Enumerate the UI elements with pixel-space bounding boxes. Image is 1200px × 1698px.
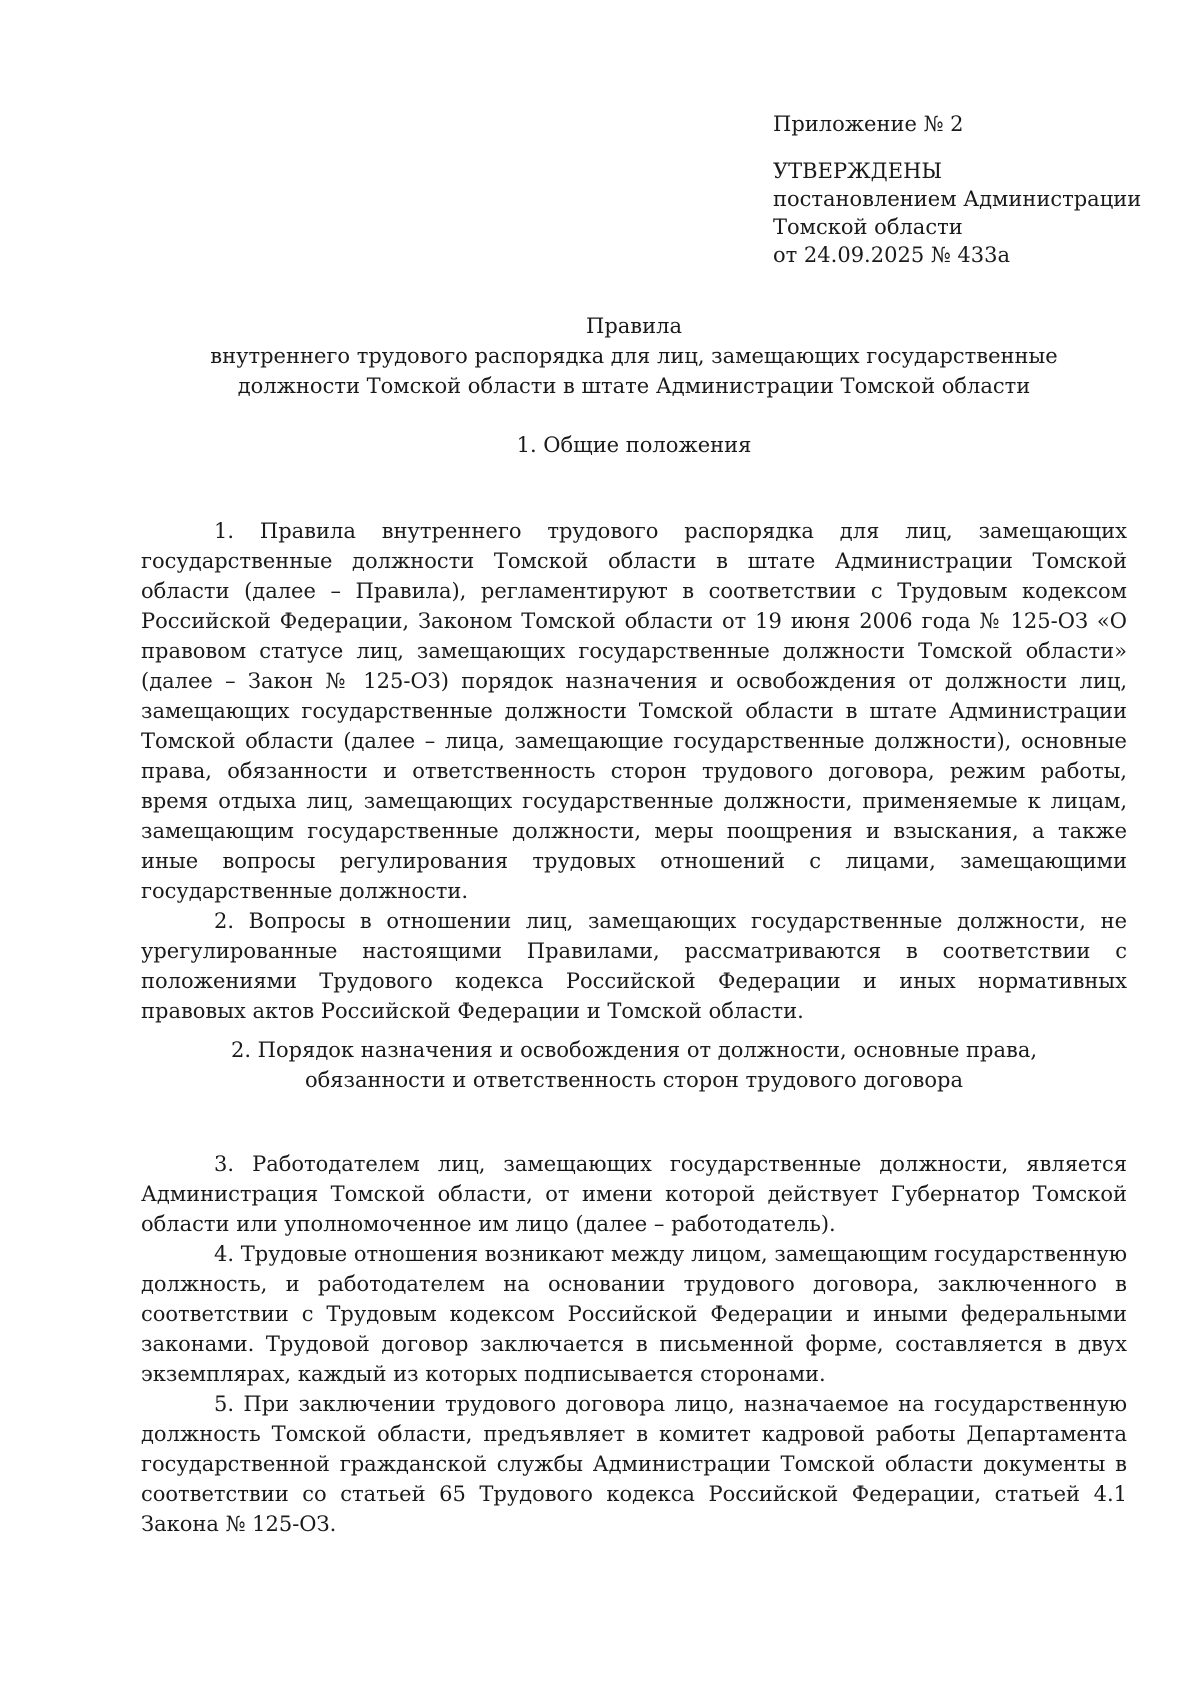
section-2-heading-line-2: обязанности и ответственность сторон трудового договора [305, 1068, 963, 1092]
section-2-heading [140, 1035, 1128, 1095]
title-line-3: должности Томской области в штате Администрации Томской области [237, 374, 1031, 398]
paragraph-1: 1. Правила внутреннего трудового распорядка для лиц, замещающих государственные должности Томской области в штате Администрации Томской области (далее – Правила), регламентируют в соответствии с Трудовым кодексом Российской Федерации, Законом Томской области от 19 июня 2006 года № 125-ОЗ «О правовом статусе лиц, замещающих государственные должности Томской области» (далее – Закон № 125-ОЗ) порядок назначения и освобождения от должности лиц, замещающих государственные должности Томской области в штате Администрации Томской области (далее – лица, замещающие государственные должности), основные права, обязанности и ответственность сторон трудового договора, режим работы, время отдыха лиц, замещающих государственные должности, применяемые к лицам, замещающим государственные должности, меры поощрения и взыскания, а также иные вопросы регулирования трудовых отношений с лицами, замещающими государственные должности. [141, 519, 1127, 903]
section-1-heading: 1. Общие положения [516, 433, 752, 457]
approved-by-line-2: Томской области [773, 215, 963, 239]
approval-date-number: от 24.09.2025 № 433а [773, 243, 1010, 267]
paragraph-3: 3. Работодателем лиц, замещающих государственные должности, является Администрация Томской области, от имени которой действует Губернатор Томской области или уполномоченное им лицо (далее – работодатель). [141, 1152, 1127, 1236]
title-line-1: Правила [586, 314, 682, 338]
approval-block [773, 110, 1173, 269]
approved-by-line-1: постановлением Администрации [773, 187, 1142, 211]
paragraph-2: 2. Вопросы в отношении лиц, замещающих государственные должности, не урегулированные настоящими Правилами, рассматриваются в соответствии с положениями Трудового кодекса Российской Федерации и иных нормативных правовых актов Российской Федерации и Томской области. [141, 909, 1127, 1023]
document-title [140, 311, 1128, 401]
section-2-heading-line-1: 2. Порядок назначения и освобождения от должности, основные права, [230, 1038, 1038, 1062]
paragraph-4: 4. Трудовые отношения возникают между лицом, замещающим государственную должность, и работодателем на основании трудового договора, заключенного в соответствии с Трудовым кодексом Российской Федерации и иными федеральными законами. Трудовой договор заключается в письменной форме, составляется в двух экземплярах, каждый из которых подписывается сторонами. [141, 1242, 1127, 1386]
annex-number: Приложение № 2 [773, 112, 964, 136]
title-line-2: внутреннего трудового распорядка для лиц, замещающих государственные [210, 344, 1058, 368]
approved-label: УТВЕРЖДЕНЫ [773, 159, 943, 183]
paragraph-5: 5. При заключении трудового договора лицо, назначаемое на государственную должность Томской области, предъявляет в комитет кадровой работы Департамента государственной гражданской службы Администрации Томской области документы в соответствии со статьей 65 Трудового кодекса Российской Федерации, статьей 4.1 Закона № 125-ОЗ. [141, 1392, 1127, 1536]
